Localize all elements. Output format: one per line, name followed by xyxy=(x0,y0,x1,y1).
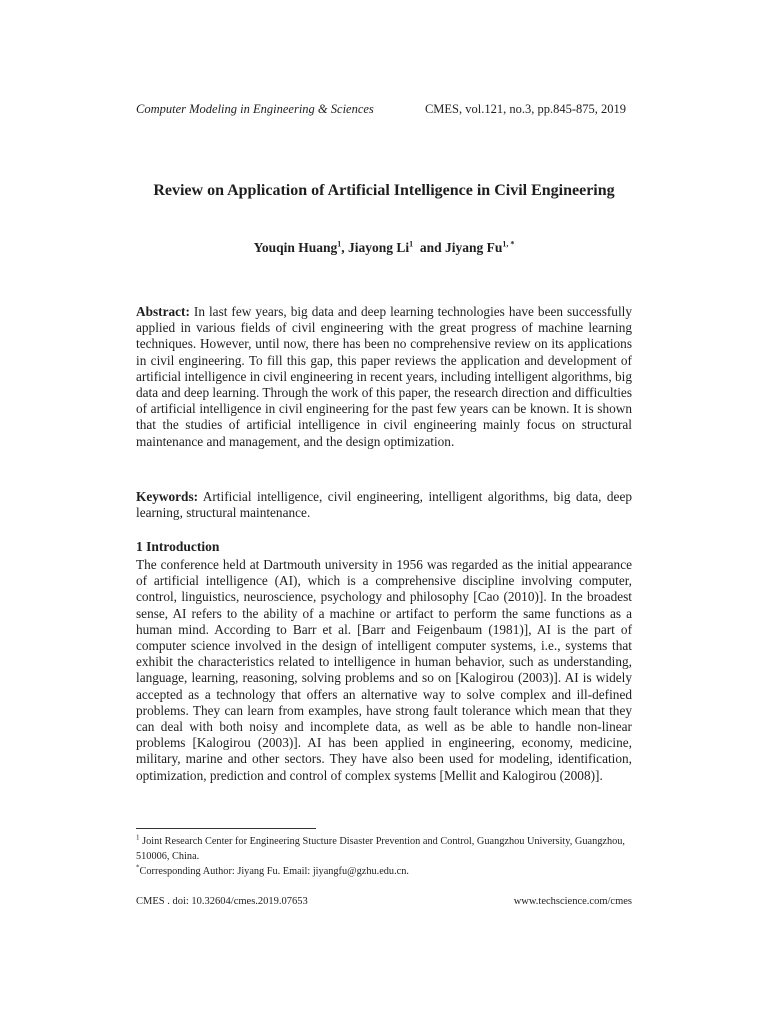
footnote-text: Joint Research Center for Engineering Stucture Disaster Prevention and Control, Guangzhou University, Guangzhou, 510006, China. xyxy=(136,836,625,862)
paper-title: Review on Application of Artificial Intelligence in Civil Engineering xyxy=(153,182,615,199)
keywords xyxy=(136,489,632,521)
journal-website-link[interactable]: www.techscience.com/cmes xyxy=(513,896,632,907)
abstract-label: Abstract: xyxy=(136,304,190,319)
author-name: Jiayong Li xyxy=(347,240,410,255)
keywords-label: Keywords: xyxy=(136,489,199,504)
doi-text: CMES . doi: 10.32604/cmes.2019.07653 xyxy=(136,896,308,907)
author-affiliation-mark: 1 xyxy=(337,239,342,249)
footnote-corresponding-author xyxy=(136,865,632,880)
footnote-mark: 1 xyxy=(136,833,140,842)
footnote-divider xyxy=(136,828,316,829)
running-header xyxy=(136,102,632,120)
author-list xyxy=(136,240,632,256)
footnote-mark: * xyxy=(136,863,140,872)
author-affiliation-mark: 1 xyxy=(409,239,414,249)
section-heading-introduction: 1 Introduction xyxy=(136,539,220,554)
page-footer xyxy=(136,896,632,912)
author-affiliation-mark: 1, * xyxy=(502,239,515,249)
author-separator: and xyxy=(413,240,446,255)
introduction-paragraph: The conference held at Dartmouth university in 1956 was regarded as the initial appearance of artificial intelligence (AI), which is a comprehensive discipline involving computer, control, linguistics, neuroscience, psychology and philosophy [Cao (2010)]. In the broadest sense, AI refers to the ability of a machine or artifact to perform the same functions as a human mind. According to Barr et al. [Barr and Feigenbaum (1981)], AI is the part of computer science involved in the design of intelligent computer systems, i.e., systems that exhibit the characteristics related to intelligence in human behavior, such as understanding, language, learning, reasoning, solving problems and so on [Kalogirou (2003)]. AI is widely accepted as a technology that offers an alternative way to solve complex and ill-defined problems. They can learn from examples, have strong fault tolerance which mean that they can deal with both noisy and incomplete data, as well as be able to handle non-linear problems [Kalogirou (2003)]. AI has been applied in engineering, economy, medicine, military, marine and other sectors. They have also been used for modeling, identification, optimization, prediction and control of complex systems [Mellit and Kalogirou (2008)]. xyxy=(136,557,632,783)
footnote-affiliation xyxy=(136,835,632,864)
keywords-text: Artificial intelligence, civil engineering, intelligent algorithms, big data, deep learning, structural maintenance. xyxy=(136,489,632,521)
journal-citation: CMES, vol.121, no.3, pp.845-875, 2019 xyxy=(424,102,626,116)
author-name: Youqin Huang xyxy=(253,240,338,255)
author-name: Jiyang Fu xyxy=(445,240,503,255)
abstract-text: In last few years, big data and deep learning technologies have been successfully applied in various fields of civil engineering with the great progress of machine learning techniques. However, until now, there has been no comprehensive review on its applications in civil engineering. To fill this gap, this paper reviews the application and development of artificial intelligence in civil engineering in recent years, including intelligent algorithms, big data and deep learning. Through the work of this paper, the research direction and difficulties of artificial intelligence in civil engineering for the past few years can be known. It is shown that the studies of artificial intelligence in civil engineering mainly focus on structural maintenance and management, and the design optimization. xyxy=(136,304,632,449)
author-separator: , xyxy=(341,240,348,255)
journal-name: Computer Modeling in Engineering & Sciences xyxy=(136,102,374,116)
abstract xyxy=(136,304,632,450)
footnote-text: Corresponding Author: Jiyang Fu. Email: jiyangfu@gzhu.edu.cn. xyxy=(139,866,409,877)
